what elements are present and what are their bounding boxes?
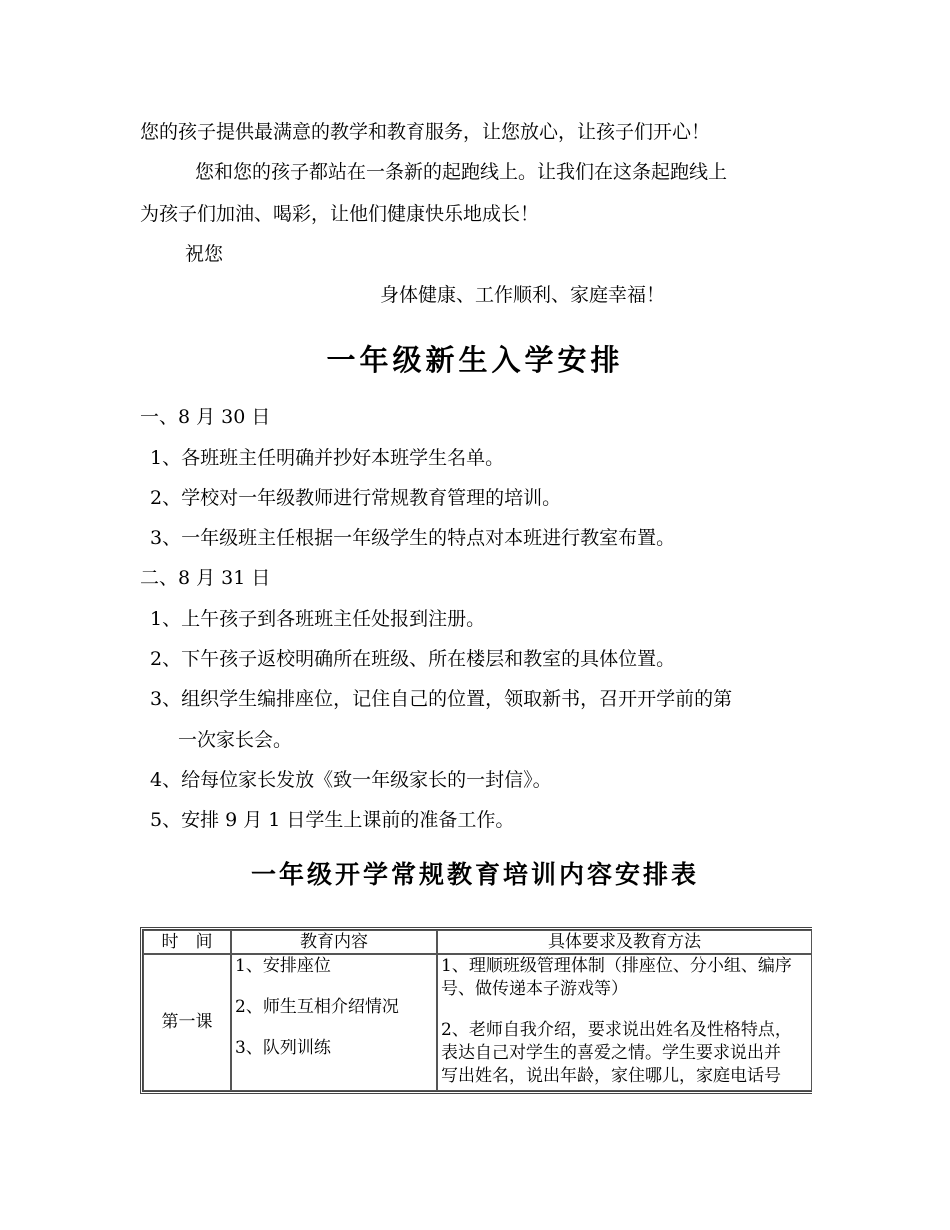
letter-line-1: 您的孩子提供最满意的教学和教育服务，让您放心，让孩子们开心！ xyxy=(140,121,711,143)
day2-item: 4、给每位家长发放《致一年级家长的一封信》。 xyxy=(150,769,552,791)
table-row xyxy=(143,954,812,1091)
method-line: 1、理顺班级管理体制（排座位、分小组、编序 xyxy=(441,956,792,976)
cell-time: 第一课 xyxy=(143,954,231,1091)
method-line: 写出姓名，说出年龄，家住哪儿，家庭电话号 xyxy=(441,1066,781,1086)
day2-item: 3、组织学生编排座位，记住自己的位置，领取新书，召开开学前的第 xyxy=(150,688,733,710)
method-line: 表达自己对学生的喜爱之情。学生要求说出并 xyxy=(441,1043,781,1063)
day1-item: 3、一年级班主任根据一年级学生的特点对本班进行教室布置。 xyxy=(150,527,676,549)
letter-wish: 身体健康、工作顺利、家庭幸福！ xyxy=(380,284,666,306)
schedule-title: 一年级开学常规教育培训内容安排表 xyxy=(250,860,699,889)
header-time: 时 间 xyxy=(143,930,231,954)
method-line: 号、做传递本子游戏等） xyxy=(441,979,628,999)
schedule-table xyxy=(140,927,812,1094)
content-item: 1、安排座位 xyxy=(235,956,331,976)
letter-line-2: 您和您的孩子都站在一条新的起跑线上。让我们在这条起跑线上 xyxy=(195,161,728,183)
header-method: 具体要求及教育方法 xyxy=(437,930,812,954)
day1-heading: 一、8 月 30 日 xyxy=(140,406,271,428)
day1-item: 1、各班班主任明确并抄好本班学生名单。 xyxy=(150,447,505,469)
arrangement-title: 一年级新生入学安排 xyxy=(326,343,624,377)
day2-heading: 二、8 月 31 日 xyxy=(140,567,271,589)
cell-content xyxy=(231,954,437,1091)
table-header-row xyxy=(143,930,812,954)
content-item: 3、队列训练 xyxy=(235,1038,331,1058)
content-item: 2、师生互相介绍情况 xyxy=(235,997,399,1017)
day1-item: 2、学校对一年级教师进行常规教育管理的培训。 xyxy=(150,487,562,509)
day2-item-continued: 一次家长会。 xyxy=(178,729,293,751)
cell-method xyxy=(437,954,812,1091)
day2-item: 1、上午孩子到各班班主任处报到注册。 xyxy=(150,608,486,630)
header-content: 教育内容 xyxy=(231,930,437,954)
letter-line-3: 为孩子们加油、喝彩，让他们健康快乐地成长！ xyxy=(140,203,540,225)
method-line: 2、老师自我介绍，要求说出姓名及性格特点， xyxy=(441,1020,792,1040)
letter-greeting: 祝您 xyxy=(185,243,224,265)
day2-item: 5、安排 9 月 1 日学生上课前的准备工作。 xyxy=(150,809,515,831)
day2-item: 2、下午孩子返校明确所在班级、所在楼层和教室的具体位置。 xyxy=(150,648,676,670)
